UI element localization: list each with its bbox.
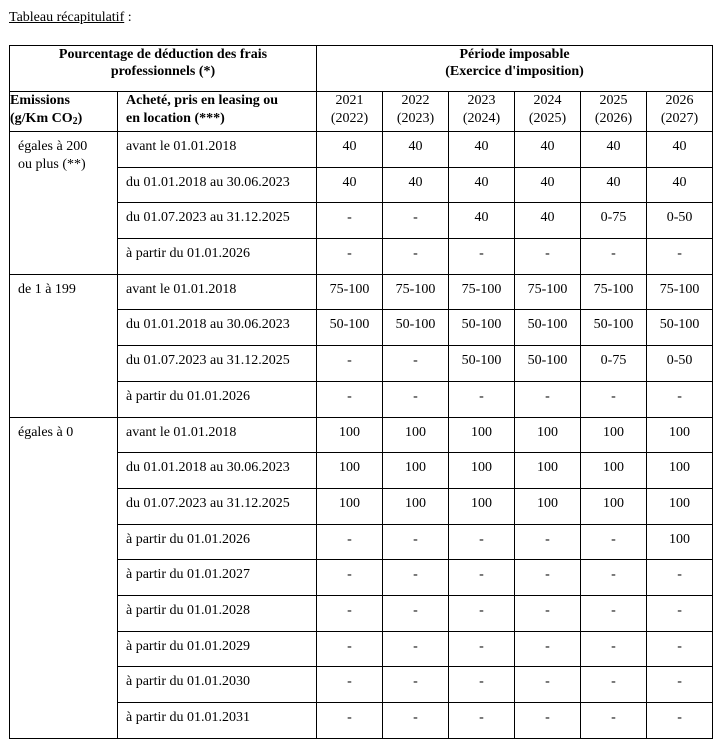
year-label: 2022 <box>401 93 430 108</box>
period-cell: à partir du 01.01.2030 <box>118 667 317 703</box>
emission-label: ou plus (**) <box>18 157 86 172</box>
period-cell: à partir du 01.01.2026 <box>118 524 317 560</box>
value-cell: 40 <box>449 167 515 203</box>
value-cell: - <box>383 524 449 560</box>
emission-cell <box>10 417 118 738</box>
value-cell: 40 <box>515 203 581 239</box>
value-cell: 0-50 <box>647 203 713 239</box>
header-achete-line1: Acheté, pris en leasing ou <box>126 93 279 108</box>
period-cell: à partir du 01.01.2026 <box>118 239 317 275</box>
value-cell: 50-100 <box>515 346 581 382</box>
table-row <box>10 417 713 453</box>
value-cell: 100 <box>515 488 581 524</box>
header-year <box>449 92 515 132</box>
value-cell: - <box>581 239 647 275</box>
value-cell: 75-100 <box>581 274 647 310</box>
value-cell: - <box>515 703 581 739</box>
value-cell: - <box>581 560 647 596</box>
value-cell: 100 <box>317 417 383 453</box>
value-cell: 40 <box>383 167 449 203</box>
emission-label: égales à 200 <box>18 139 88 154</box>
value-cell: 75-100 <box>515 274 581 310</box>
value-cell: - <box>581 595 647 631</box>
value-cell: 100 <box>581 453 647 489</box>
value-cell: 50-100 <box>647 310 713 346</box>
period-cell: avant le 01.01.2018 <box>118 132 317 168</box>
value-cell: - <box>515 239 581 275</box>
period-cell: à partir du 01.01.2027 <box>118 560 317 596</box>
year-label: 2023 <box>467 93 496 108</box>
value-cell: - <box>383 667 449 703</box>
period-cell: du 01.01.2018 au 30.06.2023 <box>118 310 317 346</box>
value-cell: 100 <box>449 488 515 524</box>
value-cell: 100 <box>515 453 581 489</box>
value-cell: 100 <box>515 417 581 453</box>
value-cell: 50-100 <box>449 346 515 382</box>
value-cell: - <box>449 667 515 703</box>
value-cell: - <box>383 703 449 739</box>
table-row <box>10 132 713 168</box>
period-cell: avant le 01.01.2018 <box>118 417 317 453</box>
header-emissions-line1: Emissions <box>10 93 70 108</box>
value-cell: 100 <box>647 524 713 560</box>
value-cell: - <box>515 631 581 667</box>
value-cell: 0-75 <box>581 346 647 382</box>
header-year <box>383 92 449 132</box>
value-cell: - <box>581 631 647 667</box>
period-cell: à partir du 01.01.2029 <box>118 631 317 667</box>
value-cell: 100 <box>647 453 713 489</box>
year-label: 2024 <box>533 93 562 108</box>
table-caption <box>9 9 132 27</box>
value-cell: - <box>317 239 383 275</box>
value-cell: - <box>647 595 713 631</box>
value-cell: - <box>317 381 383 417</box>
value-cell: - <box>383 203 449 239</box>
value-cell: - <box>317 667 383 703</box>
exercise-label: (2024) <box>462 111 501 126</box>
value-cell: - <box>317 346 383 382</box>
exercise-label: (2023) <box>396 111 435 126</box>
period-cell: à partir du 01.01.2028 <box>118 595 317 631</box>
value-cell: - <box>647 381 713 417</box>
year-label: 2021 <box>335 93 364 108</box>
header-emissions-close: ) <box>77 111 83 126</box>
summary-table <box>9 45 713 739</box>
value-cell: - <box>449 560 515 596</box>
emission-cell <box>10 274 118 417</box>
value-cell: 100 <box>449 417 515 453</box>
value-cell: - <box>515 667 581 703</box>
value-cell: 75-100 <box>647 274 713 310</box>
value-cell: - <box>317 524 383 560</box>
value-cell: 100 <box>647 417 713 453</box>
header-emissions <box>10 92 118 132</box>
value-cell: - <box>383 595 449 631</box>
header-achete <box>118 92 317 132</box>
value-cell: - <box>383 239 449 275</box>
value-cell: 50-100 <box>317 310 383 346</box>
caption-colon: : <box>124 10 132 25</box>
period-cell: avant le 01.01.2018 <box>118 274 317 310</box>
value-cell: 0-75 <box>581 203 647 239</box>
value-cell: 100 <box>383 417 449 453</box>
value-cell: - <box>647 667 713 703</box>
value-cell: 100 <box>581 488 647 524</box>
value-cell: 40 <box>449 132 515 168</box>
value-cell: - <box>581 524 647 560</box>
period-cell: à partir du 01.01.2031 <box>118 703 317 739</box>
value-cell: - <box>317 560 383 596</box>
period-cell: à partir du 01.01.2026 <box>118 381 317 417</box>
header-deduction-line1: Pourcentage de déduction des frais <box>58 47 268 62</box>
period-cell: du 01.01.2018 au 30.06.2023 <box>118 453 317 489</box>
value-cell: 40 <box>647 167 713 203</box>
value-cell: 40 <box>317 167 383 203</box>
header-year <box>581 92 647 132</box>
period-cell: du 01.07.2023 au 31.12.2025 <box>118 346 317 382</box>
exercise-label: (2027) <box>660 111 699 126</box>
value-cell: - <box>515 560 581 596</box>
value-cell: - <box>647 703 713 739</box>
value-cell: 40 <box>581 132 647 168</box>
exercise-label: (2025) <box>528 111 567 126</box>
value-cell: 40 <box>449 203 515 239</box>
value-cell: - <box>647 239 713 275</box>
header-periode-line2: (Exercice d'imposition) <box>445 64 584 79</box>
period-cell: du 01.07.2023 au 31.12.2025 <box>118 203 317 239</box>
header-year <box>515 92 581 132</box>
header-deduction-line2: professionnels (*) <box>110 64 216 79</box>
value-cell: - <box>317 203 383 239</box>
header-deduction <box>10 46 317 92</box>
value-cell: - <box>515 595 581 631</box>
table-body <box>10 132 713 739</box>
value-cell: - <box>317 595 383 631</box>
value-cell: - <box>383 631 449 667</box>
value-cell: 50-100 <box>581 310 647 346</box>
caption-text: Tableau récapitulatif <box>9 10 125 25</box>
value-cell: - <box>449 239 515 275</box>
header-emissions-subscript: 2 <box>72 116 78 127</box>
value-cell: 50-100 <box>449 310 515 346</box>
year-label: 2025 <box>599 93 628 108</box>
value-cell: 40 <box>317 132 383 168</box>
value-cell: 75-100 <box>449 274 515 310</box>
value-cell: - <box>515 381 581 417</box>
value-cell: 40 <box>515 167 581 203</box>
emission-label: égales à 0 <box>18 424 74 440</box>
value-cell: 40 <box>515 132 581 168</box>
value-cell: - <box>581 703 647 739</box>
value-cell: - <box>449 631 515 667</box>
header-periode-line1: Période imposable <box>459 47 570 62</box>
exercise-label: (2022) <box>330 111 369 126</box>
value-cell: - <box>515 524 581 560</box>
header-year <box>647 92 713 132</box>
table-row <box>10 274 713 310</box>
value-cell: - <box>383 346 449 382</box>
value-cell: - <box>449 703 515 739</box>
value-cell: 0-50 <box>647 346 713 382</box>
value-cell: - <box>317 703 383 739</box>
value-cell: 75-100 <box>317 274 383 310</box>
header-achete-line2: en location (***) <box>126 111 225 126</box>
value-cell: 50-100 <box>383 310 449 346</box>
value-cell: 40 <box>647 132 713 168</box>
value-cell: - <box>383 381 449 417</box>
value-cell: 100 <box>581 417 647 453</box>
period-cell: du 01.01.2018 au 30.06.2023 <box>118 167 317 203</box>
header-emissions-unit: (g/Km CO <box>10 111 73 126</box>
value-cell: - <box>317 631 383 667</box>
value-cell: 100 <box>317 488 383 524</box>
value-cell: - <box>449 595 515 631</box>
emission-cell <box>10 132 118 275</box>
exercise-label: (2026) <box>594 111 633 126</box>
value-cell: 40 <box>581 167 647 203</box>
value-cell: 100 <box>383 453 449 489</box>
value-cell: - <box>383 560 449 596</box>
value-cell: - <box>449 524 515 560</box>
value-cell: - <box>449 381 515 417</box>
header-periode <box>317 46 713 92</box>
value-cell: - <box>647 560 713 596</box>
year-label: 2026 <box>665 93 694 108</box>
value-cell: 100 <box>449 453 515 489</box>
value-cell: - <box>647 631 713 667</box>
value-cell: - <box>581 667 647 703</box>
header-year <box>317 92 383 132</box>
value-cell: 100 <box>317 453 383 489</box>
value-cell: 75-100 <box>383 274 449 310</box>
value-cell: 100 <box>383 488 449 524</box>
value-cell: 100 <box>647 488 713 524</box>
value-cell: - <box>581 381 647 417</box>
value-cell: 50-100 <box>515 310 581 346</box>
period-cell: du 01.07.2023 au 31.12.2025 <box>118 488 317 524</box>
value-cell: 40 <box>383 132 449 168</box>
emission-label: de 1 à 199 <box>18 281 76 297</box>
